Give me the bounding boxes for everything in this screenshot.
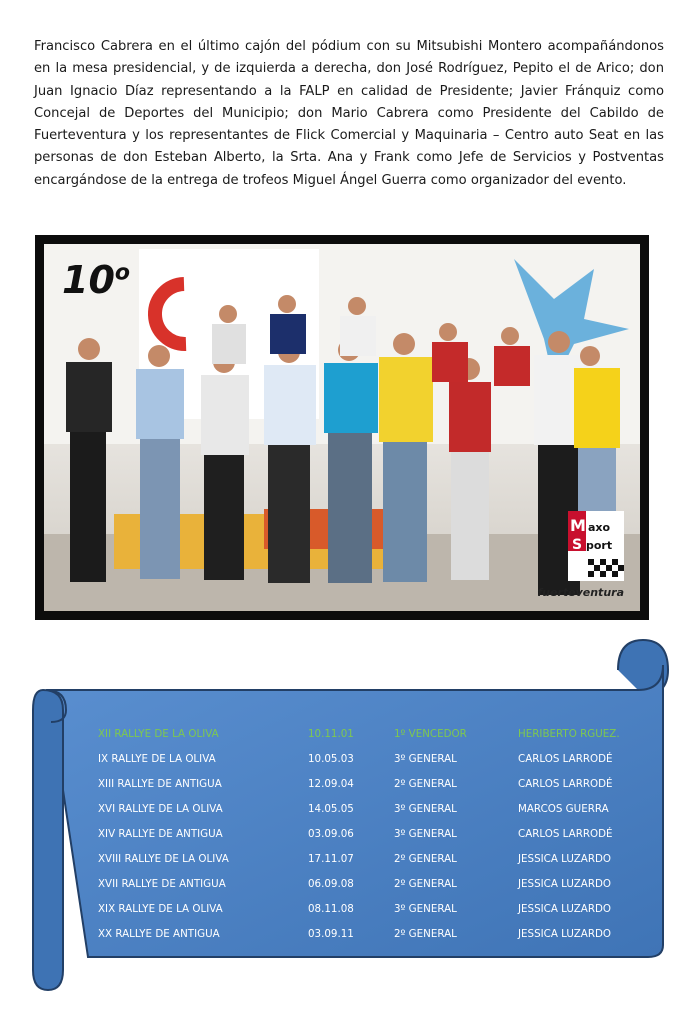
svg-text:axo: axo (588, 521, 611, 534)
result-date: 06.09.08 (308, 878, 354, 890)
result-row (98, 878, 658, 896)
maxo-sport-logo (537, 509, 628, 601)
result-driver: JESSICA LUZARDO (518, 903, 612, 915)
result-row (98, 928, 658, 946)
result-date: 10.11.01 (308, 728, 354, 740)
result-event: IX RALLYE DE LA OLIVA (98, 753, 216, 765)
result-driver: JESSICA LUZARDO (518, 853, 612, 865)
result-date: 08.11.08 (308, 903, 354, 915)
result-row (98, 853, 658, 871)
result-position: 3º GENERAL (394, 753, 457, 765)
result-row (98, 778, 658, 796)
svg-text:M: M (570, 516, 586, 535)
result-position: 2º GENERAL (394, 778, 457, 790)
result-event: XVII RALLYE DE ANTIGUA (98, 878, 226, 890)
result-driver: CARLOS LARRODÉ (518, 828, 613, 840)
result-date: 12.09.04 (308, 778, 354, 790)
podium-photo-frame (35, 235, 649, 620)
result-event: XII RALLYE DE LA OLIVA (98, 728, 219, 740)
podium-scene (44, 244, 640, 611)
result-event: XIII RALLYE DE ANTIGUA (98, 778, 222, 790)
photo-caption: Francisco Cabrera en el último cajón del pódium con su Mitsubishi Montero acompañándonos en la mesa presidencial, y de izquierda a derecha, don José Rodríguez, Pepito el de Arico; don Juan Ignacio Díaz representando a la FALP en calidad de Presidente; Javier Fránquiz como Concejal de Deportes del Municipio; don Mario Cabrera como Presidente del Cabildo de Fuerteventura y los representantes de Flick Comercial y Maquinaria – Centro auto Seat en las personas de don Esteban Alberto, la Srta. Ana y Frank como Jefe de Servicios y Postventas encargándose de la entrega de trofeos Miguel Ángel Guerra como organizador del evento. (34, 39, 664, 188)
result-event: XIV RALLYE DE ANTIGUA (98, 828, 223, 840)
result-position: 2º GENERAL (394, 928, 457, 940)
result-event: XVIII RALLYE DE LA OLIVA (98, 853, 229, 865)
result-driver: MARCOS GUERRA (518, 803, 609, 815)
result-position: 1º VENCEDOR (394, 728, 467, 740)
result-driver: CARLOS LARRODÉ (518, 778, 613, 790)
result-row (98, 728, 658, 746)
result-driver: JESSICA LUZARDO (518, 928, 612, 940)
result-driver: JESSICA LUZARDO (518, 878, 612, 890)
result-row (98, 903, 658, 921)
result-date: 03.09.11 (308, 928, 354, 940)
logo-location-text: fuerteventura (537, 586, 624, 599)
result-date: 14.05.05 (308, 803, 354, 815)
result-date: 10.05.03 (308, 753, 354, 765)
result-position: 3º GENERAL (394, 803, 457, 815)
result-row (98, 828, 658, 846)
result-row (98, 753, 658, 771)
svg-text:S: S (572, 537, 583, 553)
result-event: XIX RALLYE DE LA OLIVA (98, 903, 223, 915)
result-date: 03.09.06 (308, 828, 354, 840)
result-position: 2º GENERAL (394, 853, 457, 865)
svg-text:port: port (586, 539, 613, 552)
result-row (98, 803, 658, 821)
result-position: 3º GENERAL (394, 828, 457, 840)
result-driver: CARLOS LARRODÉ (518, 753, 613, 765)
results-scroll (28, 630, 678, 1000)
scroll-heading-line-1 (108, 688, 648, 698)
result-position: 3º GENERAL (394, 903, 457, 915)
scroll-heading-line-2 (108, 704, 648, 714)
result-date: 17.11.07 (308, 853, 354, 865)
result-driver: HERIBERTO RGUEZ. (518, 728, 620, 740)
result-event: XVI RALLYE DE LA OLIVA (98, 803, 223, 815)
result-position: 2º GENERAL (394, 878, 457, 890)
podium-photo (44, 244, 640, 611)
podium-position-label: 10$^o$ (62, 258, 131, 302)
result-event: XX RALLYE DE ANTIGUA (98, 928, 220, 940)
